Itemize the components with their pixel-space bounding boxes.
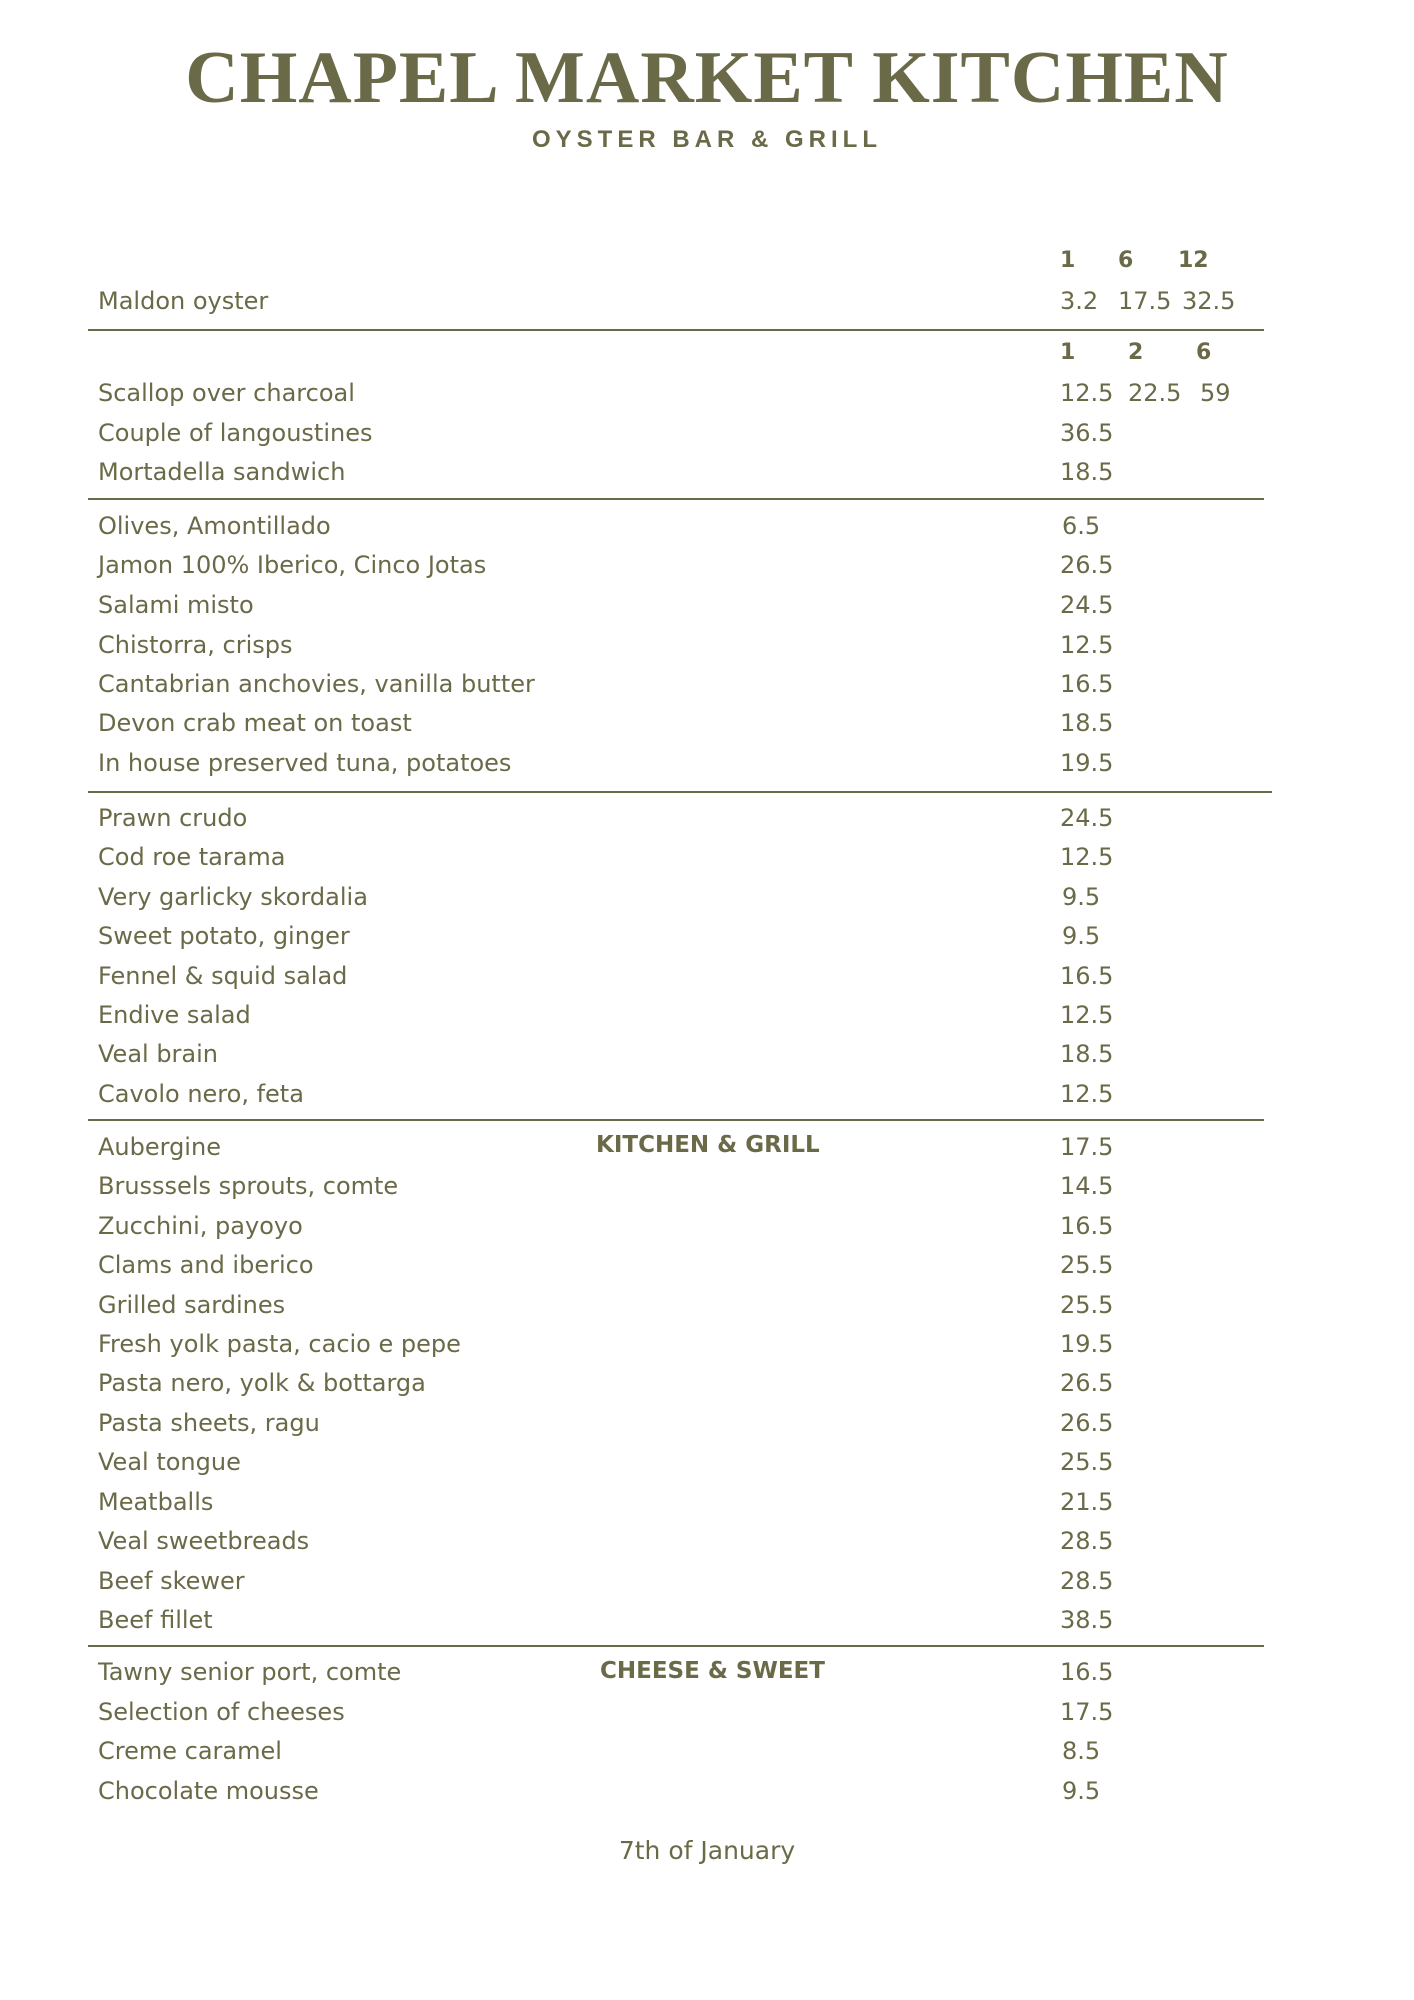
menu-item-price: 12.5: [1060, 1001, 1114, 1029]
menu-item-price: 16.5: [1060, 670, 1114, 698]
menu-item-price: 3.2: [1060, 287, 1099, 315]
menu-item-price: 17.5: [1060, 1698, 1114, 1726]
section-heading: KITCHEN & GRILL: [596, 1132, 820, 1158]
menu-item-price: 32.5: [1182, 287, 1236, 315]
menu-item-name: Jamon 100% Iberico, Cinco Jotas: [98, 551, 487, 579]
restaurant-subtitle: OYSTER BAR & GRILL: [531, 126, 882, 153]
menu-item-name: Fresh yolk pasta, cacio e pepe: [98, 1330, 461, 1358]
menu-item-name: Veal sweetbreads: [98, 1527, 310, 1555]
qty-header: 12: [1178, 248, 1209, 273]
menu-item-name: Clams and iberico: [98, 1251, 314, 1279]
menu-item-name: Maldon oyster: [98, 287, 269, 315]
menu-item-name: Mortadella sandwich: [98, 458, 346, 486]
menu-item-price: 25.5: [1060, 1448, 1114, 1476]
menu-item-price: 26.5: [1060, 1369, 1114, 1397]
menu-item-price: 36.5: [1060, 419, 1114, 447]
menu-item-price: 22.5: [1128, 379, 1182, 407]
menu-item-price: 25.5: [1060, 1251, 1114, 1279]
menu-item-name: Salami misto: [98, 591, 254, 619]
menu-item-name: Prawn crudo: [98, 804, 248, 832]
menu-item-name: Tawny senior port, comte: [98, 1658, 402, 1686]
menu-item-price: 12.5: [1060, 843, 1114, 871]
menu-item-price: 24.5: [1060, 591, 1114, 619]
menu-item-name: Couple of langoustines: [98, 419, 373, 447]
menu-item-price: 12.5: [1060, 379, 1114, 407]
menu-item-name: Selection of cheeses: [98, 1698, 345, 1726]
menu-item-price: 26.5: [1060, 1409, 1114, 1437]
menu-item-price: 26.5: [1060, 551, 1114, 579]
qty-header: 6: [1118, 248, 1134, 273]
menu-item-price: 17.5: [1060, 1133, 1114, 1161]
menu-item-name: Meatballs: [98, 1488, 214, 1516]
menu-item-name: Beef fillet: [98, 1606, 213, 1634]
menu-item-price: 17.5: [1118, 287, 1172, 315]
menu-item-price: 28.5: [1060, 1567, 1114, 1595]
menu-item-price: 16.5: [1060, 962, 1114, 990]
menu-item-name: Fennel & squid salad: [98, 962, 348, 990]
menu-item-name: Sweet potato, ginger: [98, 922, 350, 950]
menu-item-name: Cavolo nero, feta: [98, 1080, 304, 1108]
menu-item-price: 12.5: [1060, 1080, 1114, 1108]
menu-item-name: Cantabrian anchovies, vanilla butter: [98, 670, 535, 698]
restaurant-title: CHAPEL MARKET KITCHEN: [185, 37, 1229, 119]
section-divider: [88, 329, 1264, 331]
menu-item-price: 19.5: [1060, 749, 1114, 777]
menu-item-price: 59: [1200, 379, 1231, 407]
qty-header: 6: [1196, 340, 1212, 365]
menu-item-price: 14.5: [1060, 1172, 1114, 1200]
menu-date: 7th of January: [618, 1836, 796, 1865]
menu-item-price: 12.5: [1060, 631, 1114, 659]
menu-item-name: Veal brain: [98, 1040, 219, 1068]
menu-item-price: 19.5: [1060, 1330, 1114, 1358]
section-divider: [88, 1119, 1264, 1121]
menu-item-price: 6.5: [1062, 512, 1101, 540]
menu-item-name: In house preserved tuna, potatoes: [98, 749, 512, 777]
menu-item-name: Scallop over charcoal: [98, 379, 355, 407]
menu-item-name: Aubergine: [98, 1133, 221, 1161]
menu-item-name: Chocolate mousse: [98, 1777, 319, 1805]
menu-item-price: 25.5: [1060, 1291, 1114, 1319]
menu-item-price: 16.5: [1060, 1658, 1114, 1686]
menu-item-name: Brusssels sprouts, comte: [98, 1172, 399, 1200]
menu-item-price: 38.5: [1060, 1606, 1114, 1634]
menu-item-price: 28.5: [1060, 1527, 1114, 1555]
menu-item-name: Pasta sheets, ragu: [98, 1409, 320, 1437]
menu-item-price: 18.5: [1060, 458, 1114, 486]
menu-item-price: 24.5: [1060, 804, 1114, 832]
menu-item-price: 16.5: [1060, 1212, 1114, 1240]
menu-item-name: Pasta nero, yolk & bottarga: [98, 1369, 426, 1397]
menu-item-name: Chistorra, crisps: [98, 631, 293, 659]
qty-header: 1: [1060, 248, 1076, 273]
menu-item-price: 9.5: [1062, 922, 1101, 950]
menu-item-name: Cod roe tarama: [98, 843, 286, 871]
menu-item-price: 21.5: [1060, 1488, 1114, 1516]
section-heading: CHEESE & SWEET: [600, 1658, 825, 1684]
menu-item-price: 9.5: [1062, 883, 1101, 911]
menu-item-name: Endive salad: [98, 1001, 251, 1029]
menu-item-name: Olives, Amontillado: [98, 512, 331, 540]
section-divider: [88, 791, 1272, 793]
menu-item-name: Veal tongue: [98, 1448, 241, 1476]
menu-item-name: Very garlicky skordalia: [98, 883, 368, 911]
section-divider: [88, 1645, 1264, 1647]
menu-item-name: Creme caramel: [98, 1737, 282, 1765]
menu-item-name: Beef skewer: [98, 1567, 245, 1595]
qty-header: 1: [1060, 340, 1076, 365]
section-divider: [88, 498, 1264, 500]
menu-item-price: 18.5: [1060, 709, 1114, 737]
menu-item-price: 9.5: [1062, 1777, 1101, 1805]
menu-item-price: 18.5: [1060, 1040, 1114, 1068]
qty-header: 2: [1128, 340, 1144, 365]
menu-item-name: Devon crab meat on toast: [98, 709, 412, 737]
menu-item-price: 8.5: [1062, 1737, 1101, 1765]
menu-item-name: Zucchini, payoyo: [98, 1212, 303, 1240]
menu-item-name: Grilled sardines: [98, 1291, 286, 1319]
